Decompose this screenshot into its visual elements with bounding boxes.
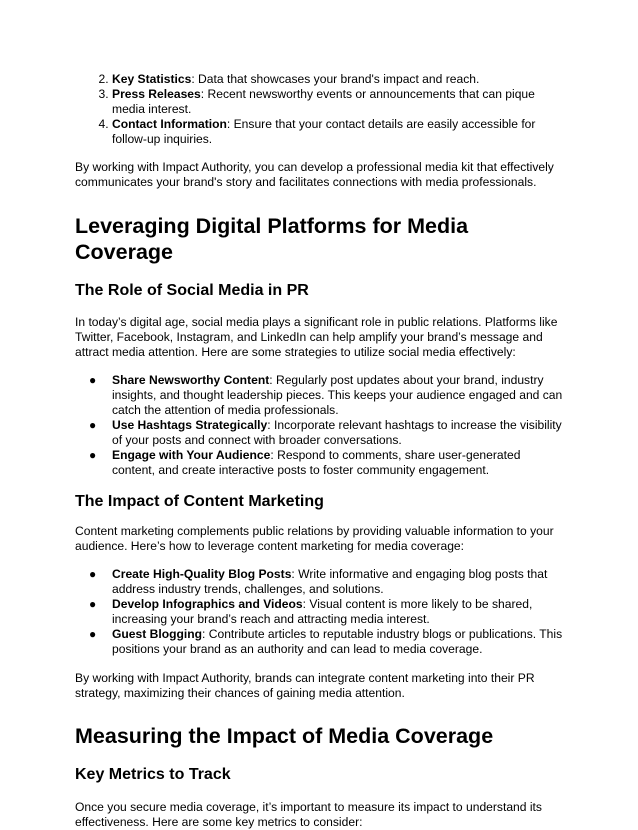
list-item-term: Guest Blogging	[112, 627, 203, 641]
list-item-text: : Recent newsworthy events or announcements that can pique media interest.	[112, 87, 535, 116]
bullet-icon: ●	[89, 597, 97, 611]
document-content	[75, 72, 565, 830]
paragraph-content-marketing: Content marketing complements public relations by providing valuable information to your audience. Here’s how to leverage content marketing for media coverage:	[75, 524, 554, 553]
list-item-term: Press Releases	[112, 87, 201, 101]
social-media-list	[75, 373, 565, 478]
list-item-text: : Write informative and engaging blog posts that address industry trends, challenges, and solutions.	[112, 567, 548, 596]
list-item	[89, 597, 565, 627]
list-item-text: : Visual content is more likely to be shared, increasing your brand’s reach and attracting media interest.	[112, 597, 533, 626]
bullet-icon: ●	[89, 373, 97, 387]
bullet-icon: ●	[89, 418, 97, 432]
list-item-term: Engage with Your Audience	[112, 448, 271, 462]
subheading-social-media: The Role of Social Media in PR	[75, 282, 309, 299]
list-item-text: : Ensure that your contact details are easily accessible for follow-up inquiries.	[112, 117, 536, 146]
list-item	[112, 87, 565, 117]
list-item	[112, 72, 565, 87]
list-item	[89, 627, 565, 657]
list-item-term: Create High-Quality Blog Posts	[112, 567, 292, 581]
list-item-text: : Data that showcases your brand's impact and reach.	[191, 72, 480, 86]
paragraph-social-media: In today’s digital age, social media plays a significant role in public relations. Platforms like Twitter, Facebook, Instagram, and LinkedIn can help amplify your brand’s message and attract media attention. Here are some strategies to utilize social media effectively:	[75, 315, 558, 359]
list-item	[112, 117, 565, 147]
heading-measuring-impact: Measuring the Impact of Media Coverage	[75, 724, 494, 748]
list-item-term: Develop Infographics and Videos	[112, 597, 303, 611]
list-item-text: : Contribute articles to reputable industry blogs or publications. This positions your brand as an authority and can lead to media coverage.	[112, 627, 563, 656]
bullet-icon: ●	[89, 567, 97, 581]
heading-digital-platforms: Leveraging Digital Platforms for Media Coverage	[75, 214, 469, 264]
paragraph-content-summary: By working with Impact Authority, brands can integrate content marketing into their PR strategy, maximizing their chances of gaining media attention.	[75, 671, 535, 700]
paragraph-media-kit: By working with Impact Authority, you can develop a professional media kit that effectively communicates your brand's story and facilitates connections with media professionals.	[75, 160, 554, 189]
list-item	[89, 567, 565, 597]
subheading-content-marketing: The Impact of Content Marketing	[75, 493, 324, 510]
bullet-icon: ●	[89, 627, 97, 641]
intro-numbered-list	[75, 72, 565, 147]
list-item-text: : Incorporate relevant hashtags to increase the visibility of your posts and connect with broader conversations.	[112, 418, 562, 447]
list-item	[89, 448, 565, 478]
paragraph-key-metrics: Once you secure media coverage, it’s important to measure its impact to understand its effectiveness. Here are some key metrics to consider:	[75, 800, 542, 829]
list-item-term: Contact Information	[112, 117, 227, 131]
list-item-term: Share Newsworthy Content	[112, 373, 270, 387]
list-item-term: Use Hashtags Strategically	[112, 418, 268, 432]
list-item-text: : Regularly post updates about your brand, industry insights, and thought leadership pieces. This keeps your audience engaged and can catch the attention of media professionals.	[112, 373, 563, 417]
content-marketing-list	[75, 567, 565, 657]
subheading-key-metrics: Key Metrics to Track	[75, 766, 231, 783]
list-item-text: : Respond to comments, share user-generated content, and create interactive posts to foster community engagement.	[112, 448, 521, 477]
bullet-icon: ●	[89, 448, 97, 462]
list-item	[89, 418, 565, 448]
list-item-term: Key Statistics	[112, 72, 192, 86]
list-item	[89, 373, 565, 418]
